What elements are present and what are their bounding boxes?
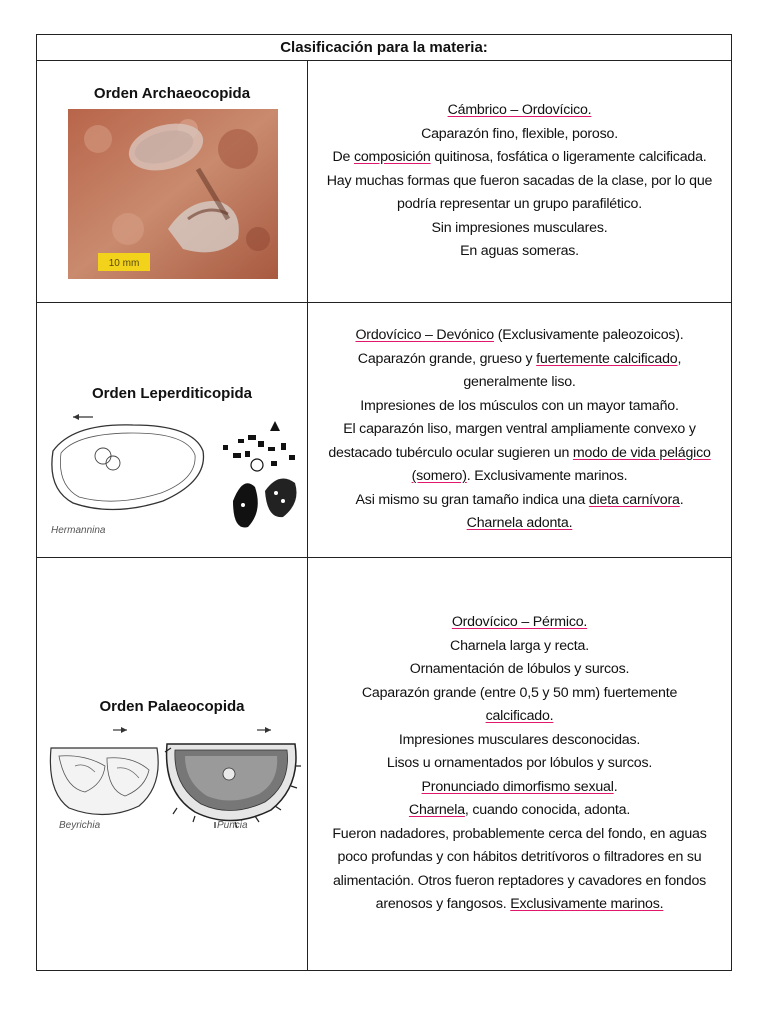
text-segment: De xyxy=(332,149,354,166)
underlined-term: (somero) xyxy=(411,468,467,485)
description-line xyxy=(310,658,730,682)
text-segment: Caparazón fino, flexible, poroso. xyxy=(421,125,618,142)
description-cell xyxy=(308,61,731,302)
description-line xyxy=(310,611,730,635)
description-line xyxy=(310,799,730,823)
description-text xyxy=(310,324,730,536)
text-segment: podría representar un grupo parafilético. xyxy=(397,196,642,213)
text-segment: Charnela larga y recta. xyxy=(450,637,589,654)
text-segment: Asi mismo su gran tamaño indica una xyxy=(355,491,589,508)
text-segment: En aguas someras. xyxy=(460,243,579,260)
underlined-term: composición xyxy=(353,149,431,166)
text-segment: arenosos y fangosos. xyxy=(375,896,511,913)
text-segment: poco profundas y con hábitos detritívoros o filtradores en su xyxy=(337,849,702,866)
underlined-term: calcificado. xyxy=(485,708,554,725)
text-segment: generalmente liso. xyxy=(463,374,576,391)
description-line xyxy=(310,729,730,753)
underlined-term: fuertemente calcificado xyxy=(536,350,678,367)
palaeocopida-drawing xyxy=(45,726,303,836)
text-segment: Hay muchas formas que fueron sacadas de la clase, por lo que xyxy=(326,172,713,189)
description-line xyxy=(310,371,730,395)
underlined-term: Pronunciado dimorfismo sexual xyxy=(421,778,614,795)
text-segment: Impresiones musculares desconocidas. xyxy=(398,731,641,748)
description-line xyxy=(310,123,730,147)
text-segment: (Exclusivamente paleozoicos). xyxy=(493,327,684,344)
description-line xyxy=(310,635,730,659)
text-segment: Fueron nadadores, probablemente cerca del fondo, en aguas xyxy=(332,825,707,842)
description-line xyxy=(310,442,730,466)
underlined-term: Charnela xyxy=(408,802,465,819)
description-line xyxy=(310,465,730,489)
underlined-term: Charnela adonta. xyxy=(466,515,573,532)
text-segment: . xyxy=(613,778,618,795)
text-segment: . Exclusivamente marinos. xyxy=(466,468,628,485)
text-segment: Lisos u ornamentados por lóbulos y surcos. xyxy=(386,755,653,772)
order-title: Orden Archaeocopida xyxy=(93,85,251,102)
text-segment: Impresiones de los músculos con un mayor tamaño. xyxy=(360,397,679,414)
description-line xyxy=(310,217,730,241)
description-line xyxy=(310,823,730,847)
text-segment: El caparazón liso, margen ventral ampliamente convexo y xyxy=(343,421,696,438)
text-segment: Caparazón grande (entre 0,5 y 50 mm) fuertemente xyxy=(361,684,678,701)
leperditicopida-drawing xyxy=(43,411,305,541)
fossil-caption: Hermannina xyxy=(51,525,106,536)
description-line xyxy=(310,682,730,706)
classification-table xyxy=(36,34,732,971)
description-cell xyxy=(308,303,731,557)
description-line xyxy=(310,893,730,917)
underlined-term: Exclusivamente marinos. xyxy=(510,896,664,913)
text-segment: . xyxy=(679,491,684,508)
description-line xyxy=(310,193,730,217)
description-line xyxy=(310,489,730,513)
order-cell xyxy=(37,61,308,302)
description-text xyxy=(310,611,730,917)
table-row-palaeocopida xyxy=(37,558,731,970)
text-segment: , cuando conocida, adonta. xyxy=(464,802,631,819)
text-segment: destacado tubérculo ocular sugieren un xyxy=(328,444,573,461)
underlined-term: modo de vida pelágico xyxy=(572,444,711,461)
description-cell xyxy=(308,558,731,970)
description-line xyxy=(310,752,730,776)
order-cell xyxy=(37,303,308,557)
description-line xyxy=(310,348,730,372)
description-line xyxy=(310,324,730,348)
text-segment: alimentación. Otros fueron reptadores y cavadores en fondos xyxy=(332,872,707,889)
description-line xyxy=(310,170,730,194)
description-line xyxy=(310,846,730,870)
fossil-caption-right: Puncia xyxy=(217,820,248,831)
table-header: Clasificación para la materia: xyxy=(37,35,731,61)
description-text xyxy=(310,99,730,264)
text-segment: Ornamentación de lóbulos y surcos. xyxy=(409,661,630,678)
description-line xyxy=(310,512,730,536)
archaeocopida-fossil-photo xyxy=(68,109,278,279)
description-line xyxy=(310,705,730,729)
description-line xyxy=(310,870,730,894)
order-cell xyxy=(37,558,308,970)
description-line xyxy=(310,240,730,264)
order-title: Orden Leperditicopida xyxy=(91,385,253,402)
underlined-term: Cámbrico – Ordovícico. xyxy=(447,102,592,119)
fossil-caption-left: Beyrichia xyxy=(59,820,101,831)
underlined-term: Ordovícico – Devónico xyxy=(355,327,494,344)
text-segment: Sin impresiones musculares. xyxy=(431,219,608,236)
order-title: Orden Palaeocopida xyxy=(99,698,245,715)
text-segment: Caparazón grande, grueso y xyxy=(357,350,537,367)
description-line xyxy=(310,395,730,419)
underlined-term: Ordovícico – Pérmico. xyxy=(451,614,588,631)
description-line xyxy=(310,146,730,170)
underlined-term: dieta carnívora xyxy=(588,491,680,508)
table-row-leperditicopida xyxy=(37,303,731,558)
description-line xyxy=(310,418,730,442)
text-segment: quitinosa, fosfática o ligeramente calcificada. xyxy=(430,149,707,166)
scale-label: 10 mm xyxy=(108,258,140,269)
description-line xyxy=(310,99,730,123)
description-line xyxy=(310,776,730,800)
table-row-archaeocopida xyxy=(37,61,731,303)
text-segment: , xyxy=(677,350,682,367)
